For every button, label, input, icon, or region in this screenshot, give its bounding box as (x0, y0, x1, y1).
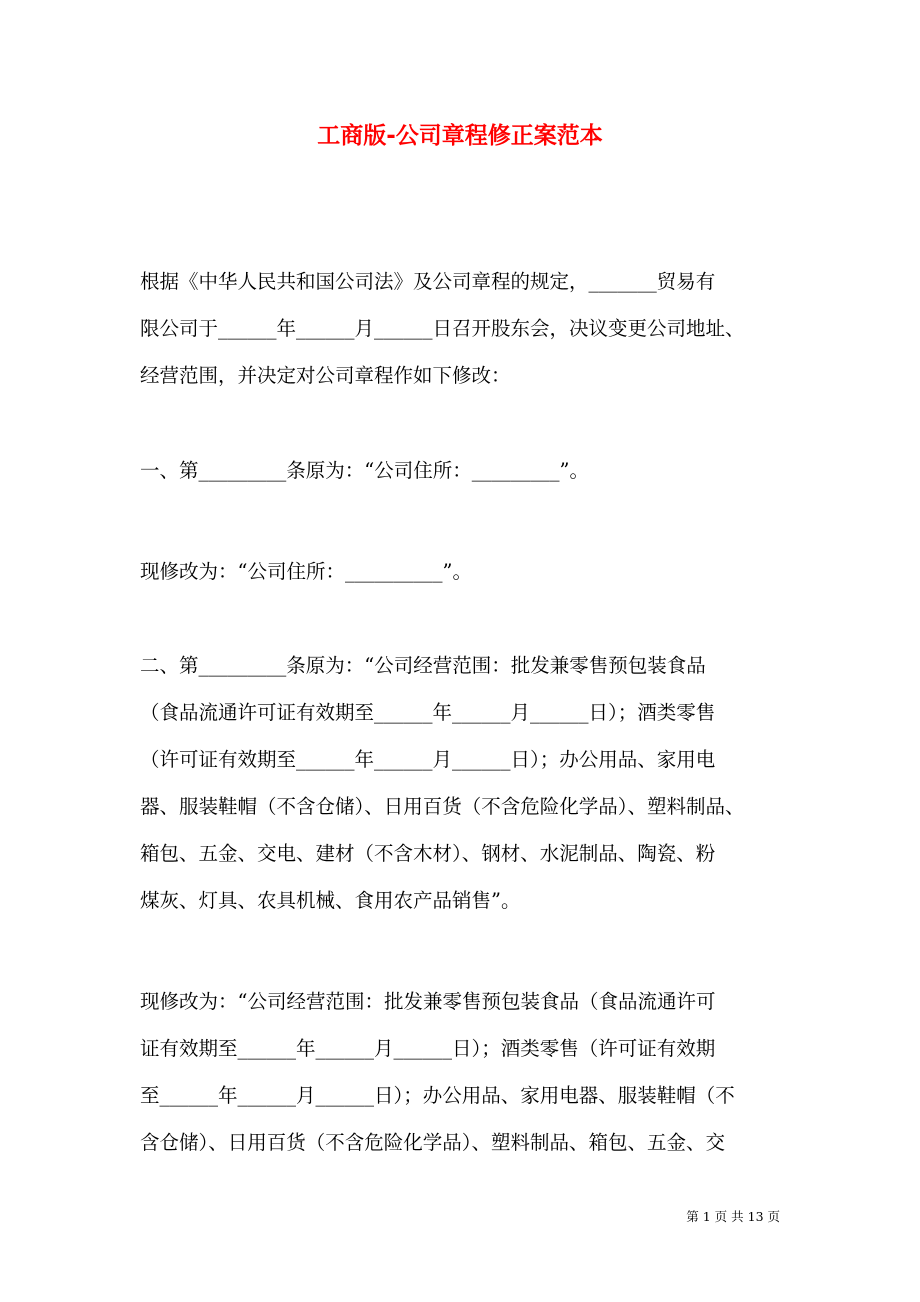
paragraph-line: 器、服装鞋帽（不含仓储）、日用百货（不含危险化学品）、塑料制品、 (140, 795, 745, 818)
paragraph-line: （许可证有效期至______年______月______日）；办公用品、家用电 (140, 748, 716, 771)
paragraph-line: 含仓储）、日用百货（不含危险化学品）、塑料制品、箱包、五金、交 (140, 1131, 726, 1154)
paragraph-line: 根据《中华人民共和国公司法》及公司章程的规定，_______贸易有 (140, 270, 716, 293)
page-indicator: 第 1 页 共 13 页 (686, 1209, 780, 1224)
paragraph-line: 煤灰、灯具、农具机械、食用农产品销售”。 (140, 889, 521, 912)
paragraph-line: 证有效期至______年______月______日）；酒类零售（许可证有效期 (140, 1037, 716, 1060)
paragraph-line: 一、第_________条原为：“公司住所：_________”。 (140, 459, 589, 482)
paragraph-line: （食品流通许可证有效期至______年______月______日）；酒类零售 (140, 701, 716, 724)
paragraph-line: 现修改为：“公司住所：__________”。 (140, 560, 472, 583)
paragraph-line: 二、第_________条原为：“公司经营范围：批发兼零售预包装食品 (140, 654, 706, 677)
paragraph-line: 经营范围，并决定对公司章程作如下修改： (140, 364, 511, 387)
paragraph-line: 箱包、五金、交电、建材（不含木材）、钢材、水泥制品、陶瓷、粉 (140, 842, 716, 865)
paragraph-line: 至______年______月______日）；办公用品、家用电器、服装鞋帽（不 (140, 1084, 735, 1107)
paragraph-line: 限公司于______年______月______日召开股东会，决议变更公司地址、 (140, 317, 745, 340)
paragraph-line: 现修改为：“公司经营范围：批发兼零售预包装食品（食品流通许可 (140, 990, 716, 1013)
document-title: 工商版-公司章程修正案范本 (317, 123, 603, 149)
